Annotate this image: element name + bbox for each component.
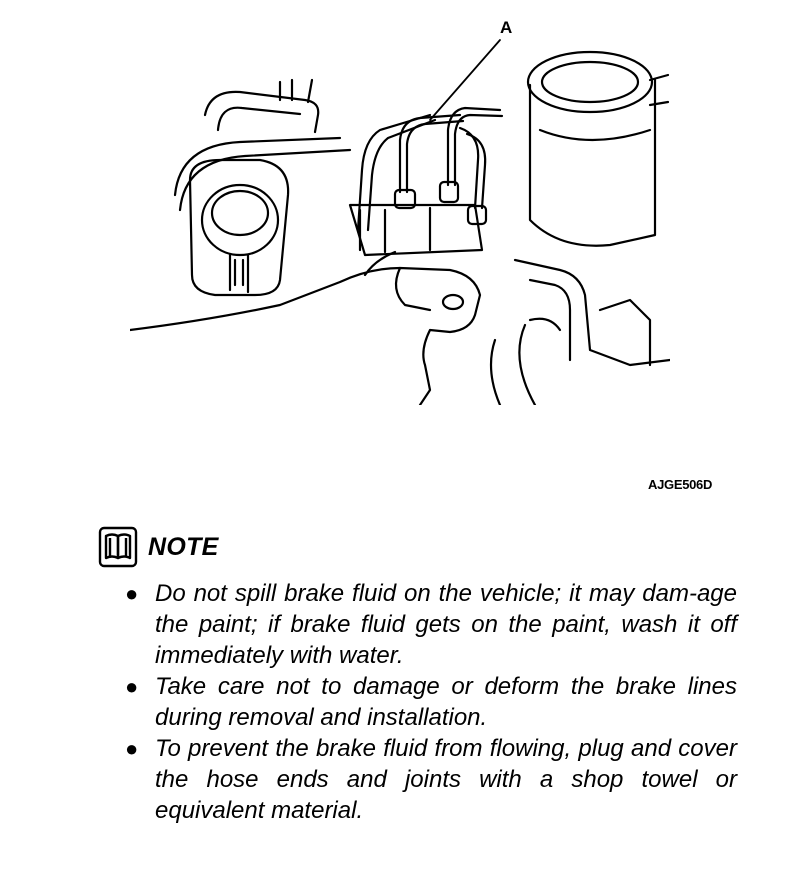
hand-drawing bbox=[130, 252, 480, 405]
brake-actuator-illustration bbox=[130, 20, 670, 405]
book-icon bbox=[98, 526, 138, 568]
callout-label-a: A bbox=[500, 18, 513, 37]
note-list bbox=[125, 578, 737, 826]
note-header bbox=[98, 526, 219, 568]
brake-lines-drawing bbox=[358, 40, 502, 230]
cylinder-drawing bbox=[528, 52, 668, 246]
figure-code: AJGE506D bbox=[648, 477, 713, 492]
note-item bbox=[125, 578, 737, 671]
bullet-icon: ● bbox=[125, 581, 139, 606]
note-title: NOTE bbox=[148, 532, 219, 561]
note-item bbox=[125, 733, 737, 826]
note-item-text: Do not spill brake fluid on the vehicle; it may dam-age the paint; if brake fluid gets on the paint, wash it off immediately with water. bbox=[155, 580, 737, 669]
reservoir-drawing bbox=[190, 160, 288, 295]
bullet-icon: ● bbox=[125, 674, 139, 699]
note-item-text: To prevent the brake fluid from flowing, plug and cover the hose ends and joints with a shop towel or equivalent material. bbox=[155, 735, 737, 824]
bullet-icon: ● bbox=[125, 736, 139, 761]
note-item bbox=[125, 671, 737, 733]
note-item-text: Take care not to damage or deform the brake lines during removal and installation. bbox=[155, 673, 737, 731]
